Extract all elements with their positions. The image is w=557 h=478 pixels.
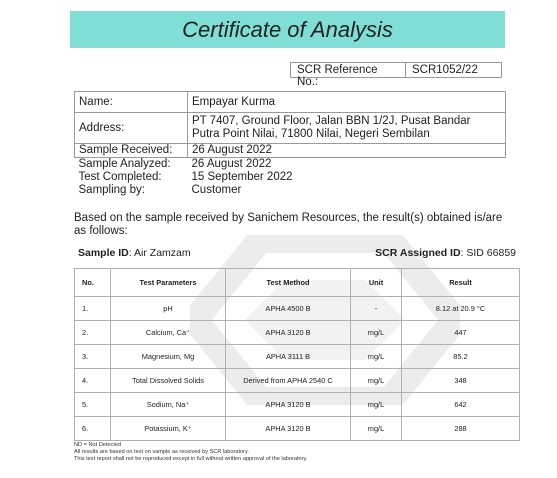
- column-header-method: Test Method: [226, 269, 351, 297]
- column-header-parameters: Test Parameters: [111, 269, 226, 297]
- info-row-sample-analyzed: [75, 158, 506, 172]
- sample-id-value: : Air Zamzam: [128, 247, 191, 259]
- info-value: PT 7407, Ground Floor, Jalan BBN 1/2J, Pusat Bandar Putra Point Nilai, 71800 Nilai, Negeri Sembilan: [188, 113, 506, 144]
- info-label: Sampling by:: [78, 184, 145, 196]
- cell-method: APHA 3120 B: [226, 393, 351, 417]
- cell-parameter: pH: [111, 297, 226, 321]
- column-header-result: Result: [402, 269, 520, 297]
- scr-assigned-id: [375, 247, 516, 259]
- document-title: Certificate of Analysis: [182, 16, 393, 42]
- results-table: [74, 268, 520, 441]
- cell-method: APHA 3120 B: [226, 321, 351, 345]
- column-header-no: No.: [75, 269, 111, 297]
- cell-no: 5.: [75, 393, 111, 417]
- reference-box: [290, 62, 502, 88]
- cell-unit: -: [351, 297, 402, 321]
- footnote: All results are based on test on sample as received by SCR laboratory.: [74, 449, 249, 455]
- cell-no: 1.: [75, 297, 111, 321]
- cell-parameter: Sodium, Na⁺: [111, 393, 226, 417]
- info-label: Test Completed:: [78, 171, 162, 183]
- reference-label: SCR Reference No.:: [290, 62, 406, 78]
- cell-unit: mg/L: [351, 393, 402, 417]
- cell-parameter: Magnesium, Mg: [111, 345, 226, 369]
- cell-no: 4.: [75, 369, 111, 393]
- cell-unit: mg/L: [351, 321, 402, 345]
- info-label: Address:: [75, 113, 188, 144]
- cell-result: 348: [402, 369, 520, 393]
- cell-method: APHA 3120 B: [226, 417, 351, 441]
- info-label: Name:: [75, 92, 188, 113]
- cell-result: 447: [402, 321, 520, 345]
- info-label: Sample Received:: [75, 144, 188, 158]
- sample-id-label: Sample ID: [78, 247, 129, 259]
- table-row: [75, 321, 520, 345]
- result-statement: Based on the sample received by Sanichem Resources, the result(s) obtained is/are as follows:: [74, 212, 503, 237]
- table-row: [75, 297, 520, 321]
- cell-unit: mg/L: [351, 369, 402, 393]
- sample-id: [78, 247, 191, 259]
- info-label: Sample Analyzed:: [78, 158, 171, 170]
- cell-method: Derived from APHA 2540 C: [226, 369, 351, 393]
- scr-assigned-id-value: : SID 66859: [460, 247, 516, 259]
- table-row: [75, 393, 520, 417]
- reference-value: SCR1052/22: [406, 62, 502, 78]
- cell-no: 3.: [75, 345, 111, 369]
- title-banner: [70, 11, 505, 48]
- cell-parameter: Total Dissolved Solids: [111, 369, 226, 393]
- info-row-address: [75, 113, 506, 144]
- cell-no: 6.: [75, 417, 111, 441]
- column-header-unit: Unit: [351, 269, 402, 297]
- cell-unit: mg/L: [351, 345, 402, 369]
- table-row: [75, 417, 520, 441]
- cell-method: APHA 3111 B: [226, 345, 351, 369]
- cell-result: 642: [402, 393, 520, 417]
- info-value: Empayar Kurma: [188, 92, 506, 113]
- cell-method: APHA 4500 B: [226, 297, 351, 321]
- info-row-sampling-by: [75, 184, 506, 197]
- results-header-row: [75, 269, 520, 297]
- info-value: 26 August 2022: [191, 158, 272, 170]
- cell-no: 2.: [75, 321, 111, 345]
- client-info-table: [74, 91, 506, 197]
- info-row-sample-received: [75, 144, 506, 158]
- info-row-name: [75, 92, 506, 113]
- cell-unit: mg/L: [351, 417, 402, 441]
- footnotes: [74, 442, 514, 463]
- cell-parameter: Calcium, Ca⁺: [111, 321, 226, 345]
- info-row-test-completed: [75, 171, 506, 184]
- cell-result: 288: [402, 417, 520, 441]
- cell-parameter: Potassium, K⁺: [111, 417, 226, 441]
- cell-result: 8.12 at 20.9 °C: [402, 297, 520, 321]
- info-value: 26 August 2022: [188, 144, 506, 158]
- info-value: 15 September 2022: [191, 171, 293, 183]
- footnote: This test report shall not be reproduced except in full without written approval of the laboratory.: [74, 456, 308, 462]
- sample-id-row: [78, 247, 516, 259]
- scr-assigned-id-label: SCR Assigned ID: [375, 247, 461, 259]
- table-row: [75, 369, 520, 393]
- info-value: Customer: [191, 184, 242, 196]
- cell-result: 85.2: [402, 345, 520, 369]
- table-row: [75, 345, 520, 369]
- footnote: ND = Not Detected: [74, 442, 122, 448]
